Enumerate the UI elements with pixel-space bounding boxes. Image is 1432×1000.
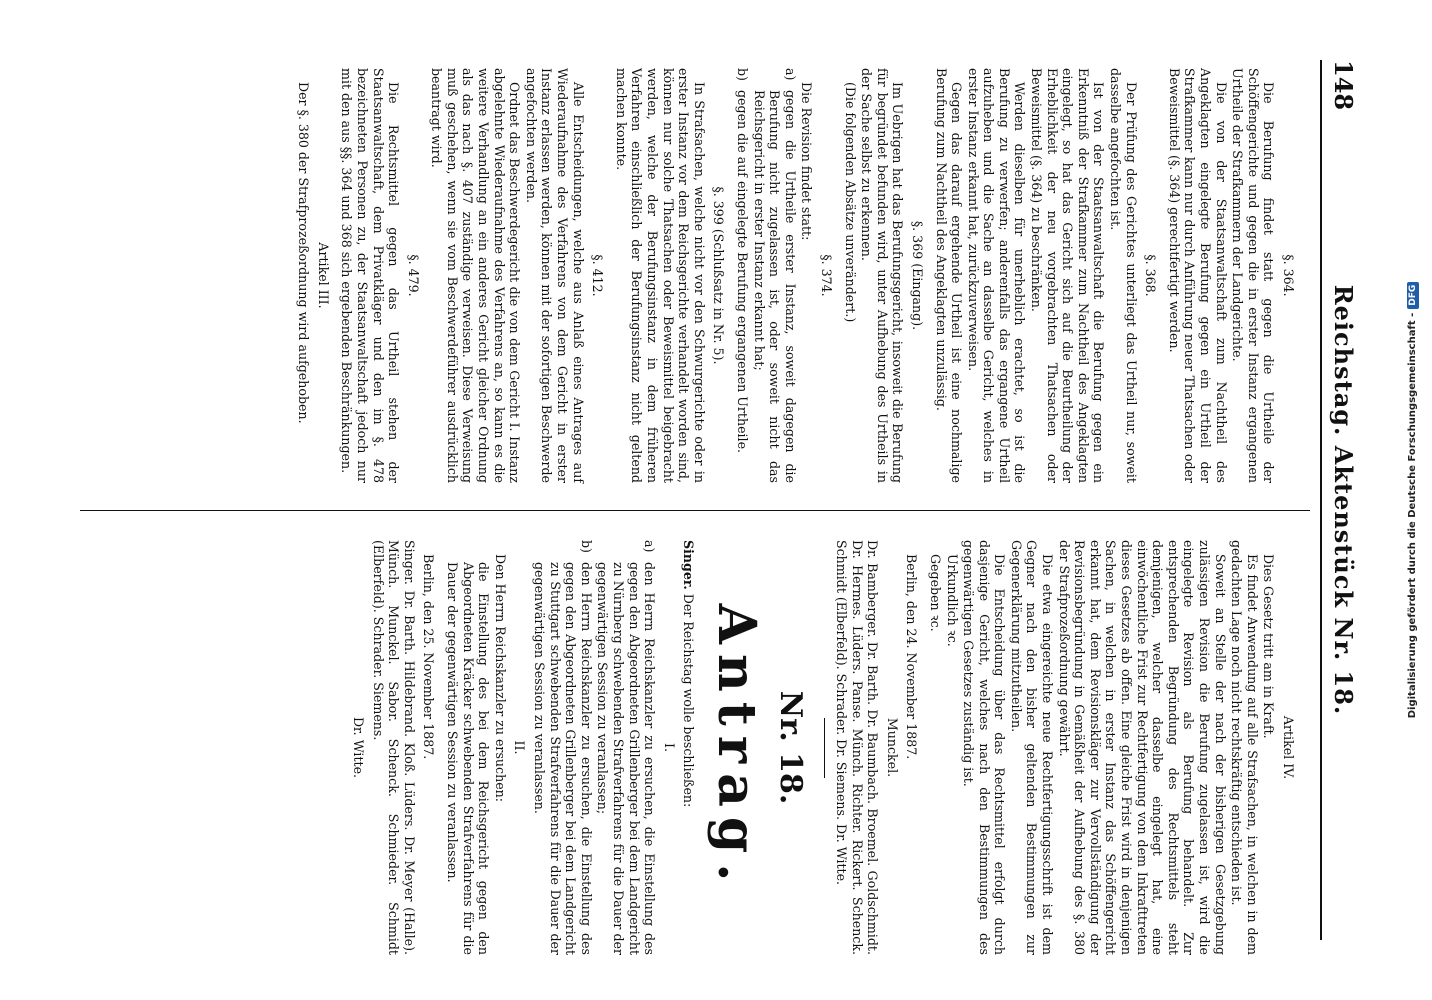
running-title: Reichstag. Aktenstück Nr. 18. [1329,284,1358,716]
paragraph: Die Revision findet statt: [799,82,815,241]
paragraph: Der §. 380 der Strafprozeßordnung wird aufgehoben. [296,82,312,424]
digitization-credit [1402,8,1424,992]
signatory-last: Dr. Witte. [351,716,367,779]
paragraph: Gegen das darauf ergehende Urtheil ist eine nochmalige Berufung zum Nachtheil des Angeklagten unzulässig. [933,68,965,483]
paragraph: Den Herrn Reichskanzler zu ersuchen: [492,554,508,803]
section-heading: §. 412. [590,254,606,297]
motion-title: Antrag. [706,603,768,892]
paragraph: Die Rechtsmittel gegen das Urtheil stehen der Staatsanwaltschaft, dem Privatkläger und den im §. 478 bezeichneten Personen zu, der Staatsanwaltschaft jedoch nur mit den aus §§. 364 und 368 sich ergebenden Beschränkungen. [339,68,402,483]
paragraph: Urkundlich ꝛc. [944,554,960,647]
article-heading: Artikel III. [315,242,331,309]
page-header [1328,60,1358,940]
paragraph: Die Entscheidung über das Rechtsmittel erfolgt durch dasjenige Gericht, welches nach den Bestimmungen des gegenwärtigen Gesetzes zuständig ist. [961,540,1008,955]
paragraph: Es findet Anwendung auf alle Strafsachen, in welchen in dem gedachten Lage noch nicht rechtskräftig entschieden ist. [1229,540,1260,955]
motion-intro [681,540,697,955]
paragraph: Alle Entscheidungen, welche aus Anlaß eines Antrages auf Wiederaufnahme des Verfahrens von dem Gericht in erster Instanz erlassen werden, können mit der sofortigen Beschwerde angefochten werden. [523,68,586,483]
document-number: Nr. 18. [773,690,809,805]
right-column [347,540,1305,955]
roman-numeral: I. [661,743,677,752]
paragraph: Gegeben ꝛc. [927,554,943,632]
paragraph: Die von der Staatsanwaltschaft zum Nachtheil des Angeklagten eingelegte Berufung gegen ein Urtheil der Strafkammer kann nur durch Anführung neuer Thatsachen oder Beweismittel (§. 364) gerechtfertigt werden. [1166,68,1229,483]
date-line: Berlin, den 24. November 1887. [904,554,920,760]
left-column [295,68,1304,483]
paragraph: In Strafsachen, welche nicht vor den Schwurgerichte oder in erster Instanz vor dem Reichsgerichte verhandelt worden sind, können nur solche Thatsachen oder Beweismittel beigebracht werden, welche der Berufungsinstanz in dem früheren Verfahren einschließlich der Berufungsinstanz nicht geltend machen konnte. [613,68,707,483]
paragraph: (Die folgenden Absätze unverändert.) [842,82,858,323]
article-heading: Artikel IV. [1281,715,1296,780]
list-item [595,540,657,955]
paragraph: Soweit an Stelle der nach der bisherigen Gesetzgebung zulässigen Revision die Berufung zugelassen ist, wird die eingelegte Revision als Berufung behandelt. Zur entsprechenden Begründung des Rechtsmittels steht demjenigen, welcher dasselbe eingelegt hat, eine einwöchentliche Frist zur Rechtfertigung von dem Inkrafttreten dieses Gesetzes ab offen. Eine gleiche Frist wird in denjenigen Sachen, in welchen in erster Instanz das Schöffengericht erkannt hat, dem Revisionskläger zur Vervollständigung der Revisionsbegründung in Gemäßheit der Aufhebung des §. 380 der Strafprozeßordnung gewährt. [1056,540,1228,955]
list-text: gegen die Urtheile erster Instanz, soweit dagegen die Berufung nicht zugelassen ist, oder soweit nicht das Reichsgericht in erster Instanz erkannt hat; [751,90,798,483]
section-heading: §. 399 (Schlußsatz in Nr. 5). [711,186,727,365]
paragraph-indented: die Einstellung des bei dem Reichsgericht gegen den Abgeordneten Kräcker schwebenden Strafverfahrens für die Dauer der gegenwärtigen Session zu veranlassen. [445,562,492,955]
motion-intro-text: Der Reichstag wolle beschließen: [681,593,697,808]
paragraph: Ordnet das Beschwerdegericht die von dem Gericht I. Instanz abgelehnte Wiederaufnahme des Verfahrens an, so kann es die weitere Verhandlung an ein anderes Gericht gleicher Ordnung als das nach §. 407 zuständige verweisen. Diese Verweisung muß geschehen, wenn sie vom Beschwerdeführer ausdrücklich beantragt wird. [429,68,523,483]
paragraph: Ist von der Staatsanwaltschaft die Berufung gegen ein Erkenntniß der Strafkammer zum Nachtheil des Angeklagten eingelegt, so hat das Gericht sich auf die Beurtheilung der Erheblichkeit der neu vorgebrachten Thatsachen oder Beweismittel (§. 364) zu beschränken. [1029,68,1107,483]
list-text: den Herrn Reichskanzler zu ersuchen, die Einstellung des gegen den Abgeordneten Grillenberger bei dem Landgericht zu Stuttgart schwebenden Strafverfahrens für die Dauer der gegenwärtigen Session zu veranlassen. [532,562,594,955]
roman-numeral: II. [512,740,528,755]
document-page [40,20,1392,980]
signatory-lead: Munckel. [884,717,900,778]
list-text: gegen die auf eingelegte Berufung ergangenen Urtheile. [735,90,750,454]
separator-rule [824,718,825,778]
section-heading: §. 369 (Eingang). [909,220,925,331]
paragraph: Der Prüfung des Gerichtes unterliegt das Urtheil nur, soweit dasselbe angefochten ist. [1108,68,1139,483]
paragraph: Dies Gesetz tritt am in Kraft. [1261,554,1277,739]
paragraph: Die etwa eingereichte neue Rechtfertigungsschrift ist dem Gegner nach den bisher geltenden Bestimmungen zur Gegenerklärung mitzutheilen. [1008,540,1056,955]
paragraph: Werden dieselben für unerheblich erachtet, so ist die Berufung zu verwerfen; anderenfalls das ergangene Urtheil aufzuheben und die Sache an dasselbe Gericht, welches in erster Instanz erkannt hat, zurückzuverweisen. [965,68,1028,483]
signatories: Dr. Bamberger. Dr. Barth. Dr. Baumbach. Broemel. Goldschmidt. Dr. Hermes. Lüders. Panse. Münch. Richter. Rickert. Schenck. Schmidt (Elberfeld). Schrader. Dr. Siemens. Dr. Witte. [833,540,881,955]
section-heading: §. 364. [1281,254,1296,297]
credit-text: Digitalisierung gefördert durch die Deutsche Forschungsgemeinschaft - [1407,312,1418,719]
page-number: 148 [1329,60,1358,111]
list-label: a) [642,540,658,553]
list-text: den Herrn Reichskanzler zu ersuchen, die Einstellung des gegen den Abgeordneten Grillenberger bei dem Landgericht zu Nürnberg schwebenden Strafverfahrens für die Dauer der gegenwärtigen Session zu veranlassen; [595,562,658,955]
proposer: Singer. [681,540,697,590]
paragraph: Im Uebrigen hat das Berufungsgericht, insoweit die Berufung für begründet befunden wird, unter Aufhebung des Urtheils in der Sache selbst zu erkennen. [859,68,906,483]
column-divider [80,510,1310,511]
dfg-logo: DFG [1407,282,1419,309]
signatories: Singer. Dr. Barth. Hildebrand. Kloß. Lüders. Dr. Meyer (Halle). Münch. Munckel. Sabor. Schenck. Schmieder. Schmidt (Elberfeld). Schrader. Siemens. [370,540,417,955]
list-label: b) [578,540,594,553]
list-item [531,540,593,955]
list-item [751,68,798,483]
paragraph: Die Berufung findet statt gegen die Urtheile der Schöffengerichte und gegen die in erster Instanz ergangenen Urtheile der Strafkammern der Landgerichte. [1230,68,1277,483]
section-heading: §. 368. [1143,254,1159,297]
date-line: Berlin, den 25. November 1887. [421,554,437,760]
section-heading: §. 479. [405,254,421,297]
header-rule [1320,60,1322,940]
list-label: a) [782,68,798,81]
list-label: b) [735,68,750,81]
section-heading: §. 374. [818,254,834,297]
list-item [734,68,750,483]
